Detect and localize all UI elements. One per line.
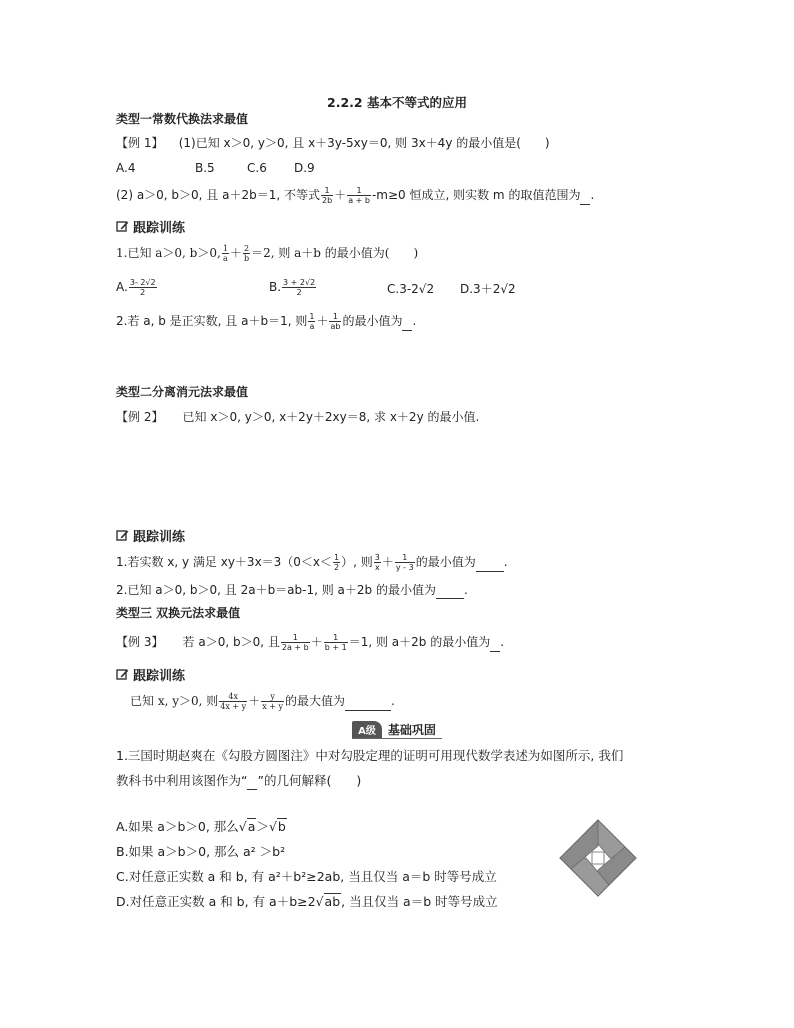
example1-option-d: D.9 — [294, 161, 315, 175]
option-a-label: A. — [116, 280, 128, 294]
question1-option-d: D.对任意正实数 a 和 b, 有 a＋b≥2√ab, 当且仅当 a＝b 时等号成立 — [116, 894, 498, 909]
fraction-numerator: 1 — [329, 312, 341, 322]
training1-q2-text-a: 2.若 a, b 是正实数, 且 a＋b＝1, 则 — [116, 314, 308, 328]
fraction-numerator: 3- 2√2 — [129, 278, 156, 287]
fraction-numerator: 1 — [334, 553, 340, 562]
fraction-numerator: 3 + 2√2 — [283, 278, 316, 287]
example1-part2-text-b: -m≥0 恒成立, 则实数 m 的取值范围为 — [371, 188, 581, 202]
pencil-edit-icon — [116, 220, 129, 233]
example1-part2 — [116, 186, 594, 205]
training2-q1-text-b: ）, 则 — [341, 555, 373, 569]
fraction — [321, 186, 333, 205]
period: . — [391, 694, 395, 708]
fraction-numerator: 4x — [219, 692, 247, 702]
question1-option-c: C.对任意正实数 a 和 b, 有 a²＋b²≥2ab, 当且仅当 a＝b 时等号成立 — [116, 869, 497, 884]
training1-q1-text-b: ＝2, 则 a＋b 的最小值为( ) — [251, 246, 419, 260]
fraction — [308, 312, 315, 331]
option-b-label: B. — [269, 280, 282, 294]
question1-option-a: A.如果 a＞b＞0, 那么√a＞√b — [116, 819, 286, 834]
fraction-numerator: 1 — [281, 633, 310, 643]
fraction-numerator: y — [261, 692, 284, 702]
fraction-numerator: 3 — [374, 553, 380, 562]
option-d-text-b: , 当且仅当 a＝b 时等号成立 — [341, 894, 498, 909]
zhao-shuang-diagram — [558, 818, 638, 898]
option-a-text: A.如果 a＞b＞0, 那么 — [116, 819, 239, 834]
section-type2-heading: 类型二分离消元法求最值 — [116, 385, 249, 399]
training1-question1 — [116, 244, 418, 263]
fraction-denominator: ab — [330, 322, 341, 331]
training2-q2-text: 2.已知 a＞0, b＞0, 且 2a＋b＝ab-1, 则 a＋2b 的最小值为 — [116, 583, 436, 597]
question1-line1: 1.三国时期赵爽在《勾股方圆图注》中对勾股定理的证明可用现代数学表述为如图所示, 我们 — [116, 748, 624, 763]
example2 — [116, 408, 479, 426]
training2-q1-text-c: 的最小值为 — [415, 555, 476, 569]
period: . — [463, 583, 468, 597]
follow-training-heading-2 — [116, 526, 185, 545]
fraction — [222, 244, 229, 263]
training1-option-c: C.3-2√2 — [387, 282, 435, 296]
fraction-denominator: b — [243, 254, 250, 263]
option-b-fraction — [282, 278, 316, 297]
training1-option-d: D.3＋2√2 — [460, 282, 516, 296]
page-title: 2.2.2 基本不等式的应用 — [327, 95, 467, 110]
answer-blank — [402, 318, 412, 331]
fraction-denominator: a — [309, 322, 315, 331]
fraction — [261, 692, 284, 711]
training2-q1-text-a: 1.若实数 x, y 满足 xy＋3x＝3（0＜x＜ — [116, 555, 333, 569]
example3 — [116, 633, 504, 652]
fraction-numerator: 1 — [222, 244, 228, 253]
answer-blank — [345, 698, 391, 711]
example1-part1 — [116, 134, 550, 152]
fraction-denominator: 2b — [322, 196, 333, 205]
fraction — [324, 633, 348, 652]
period: . — [412, 314, 417, 328]
fraction-numerator: 1 — [321, 186, 333, 196]
period: . — [590, 188, 595, 202]
fraction — [333, 553, 340, 572]
training2-question2 — [116, 581, 468, 599]
fraction — [329, 312, 341, 331]
training1-q1-text-a: 1.已知 a＞0, b＞0, — [116, 246, 221, 260]
fraction — [395, 553, 415, 572]
example1-label: 【例 1】 — [116, 136, 164, 150]
example1-option-c: C.6 — [247, 161, 267, 175]
fraction-numerator: 1 — [309, 312, 315, 321]
fraction-denominator: 2 — [334, 563, 340, 572]
question1-line2-text-a: 教科书中利用该图作为“ — [116, 773, 248, 788]
fraction-denominator: y - 3 — [395, 563, 414, 572]
option-d-text-a: D.对任意正实数 a 和 b, 有 a＋b≥2 — [116, 894, 316, 909]
fraction-denominator: b + 1 — [324, 643, 347, 652]
example1-part2-text-a: (2) a＞0, b＞0, 且 a＋2b＝1, 不等式 — [116, 188, 320, 202]
answer-blank — [247, 777, 257, 790]
question1-line2 — [116, 772, 361, 790]
follow-training-heading-3 — [116, 665, 185, 684]
example1-option-b: B.5 — [195, 161, 215, 175]
pencil-edit-icon — [116, 668, 129, 681]
example3-label: 【例 3】 — [116, 635, 164, 649]
example2-text: 已知 x＞0, y＞0, x＋2y＋2xy＝8, 求 x＋2y 的最小值. — [182, 410, 480, 424]
fraction — [281, 633, 310, 652]
fraction-denominator: 4x + y — [220, 702, 247, 711]
level-a-tag: A级 — [352, 721, 382, 738]
fraction-numerator: 1 — [347, 186, 371, 196]
answer-blank — [436, 586, 464, 599]
training1-q2-text-b: 的最小值为 — [342, 314, 403, 328]
example1-part1-text: (1)已知 x＞0, y＞0, 且 x＋3y-5xy＝0, 则 3x＋4y 的最小值是( ) — [178, 136, 550, 150]
section-type3-heading: 类型三 双换元法求最值 — [116, 606, 241, 620]
follow-training-label: 跟踪训练 — [133, 669, 186, 684]
fraction — [219, 692, 247, 711]
level-a-badge — [352, 721, 442, 739]
training3-question — [130, 692, 395, 711]
diagram-center-square — [592, 852, 604, 864]
question1-line2-text-b: ”的几何解释( ) — [257, 773, 362, 788]
pencil-edit-icon — [116, 529, 129, 542]
example2-label: 【例 2】 — [116, 410, 164, 424]
fraction-denominator: 2 — [140, 288, 146, 297]
greater-than-sign: ＞ — [256, 819, 269, 834]
answer-blank — [580, 192, 590, 205]
plus-sign: ＋ — [310, 635, 323, 649]
example3-text-a: 若 a＞0, b＞0, 且 — [182, 635, 280, 649]
sqrt-radicand: b — [277, 819, 286, 834]
option-a-fraction — [129, 278, 157, 297]
sqrt-radicand: ab — [324, 894, 341, 909]
example1-option-a: A.4 — [116, 161, 136, 175]
plus-sign: ＋ — [381, 555, 394, 569]
sqrt-radicand: a — [247, 819, 256, 834]
training3-text-a: 已知 x, y＞0, 则 — [130, 694, 219, 708]
fraction-denominator: 2a + b — [281, 643, 309, 652]
follow-training-label: 跟踪训练 — [133, 530, 186, 545]
answer-blank — [476, 559, 504, 572]
plus-sign: ＋ — [316, 314, 329, 328]
follow-training-label: 跟踪训练 — [133, 221, 186, 236]
plus-sign: ＋ — [248, 694, 261, 708]
level-a-title: 基础巩固 — [387, 723, 436, 737]
plus-sign: ＋ — [334, 188, 347, 202]
fraction-denominator: x + y — [262, 702, 284, 711]
example3-text-b: ＝1, 则 a＋2b 的最小值为 — [348, 635, 491, 649]
training1-options — [116, 278, 158, 297]
level-a-banner — [0, 721, 794, 739]
example1-options — [116, 159, 315, 177]
section-type1-heading: 类型一常数代换法求最值 — [116, 112, 249, 126]
fraction — [374, 553, 381, 572]
answer-blank — [490, 639, 500, 652]
plus-sign: ＋ — [229, 246, 242, 260]
period: . — [500, 635, 505, 649]
question1-option-b: B.如果 a＞b＞0, 那么 a² ＞b² — [116, 844, 286, 859]
fraction-numerator: 2 — [243, 244, 250, 253]
training1-question2 — [116, 312, 416, 331]
fraction — [243, 244, 250, 263]
fraction-denominator: x — [374, 563, 380, 572]
follow-training-heading-1 — [116, 217, 185, 236]
training3-text-b: 的最大值为 — [285, 694, 346, 708]
fraction-numerator: 1 — [395, 553, 415, 563]
training2-question1 — [116, 553, 508, 572]
period: . — [503, 555, 508, 569]
fraction-numerator: 1 — [324, 633, 348, 643]
fraction-denominator: a — [222, 254, 228, 263]
training1-option-b — [269, 278, 317, 297]
fraction-denominator: 2 — [296, 288, 302, 297]
fraction — [347, 186, 371, 205]
fraction-denominator: a + b — [348, 196, 370, 205]
